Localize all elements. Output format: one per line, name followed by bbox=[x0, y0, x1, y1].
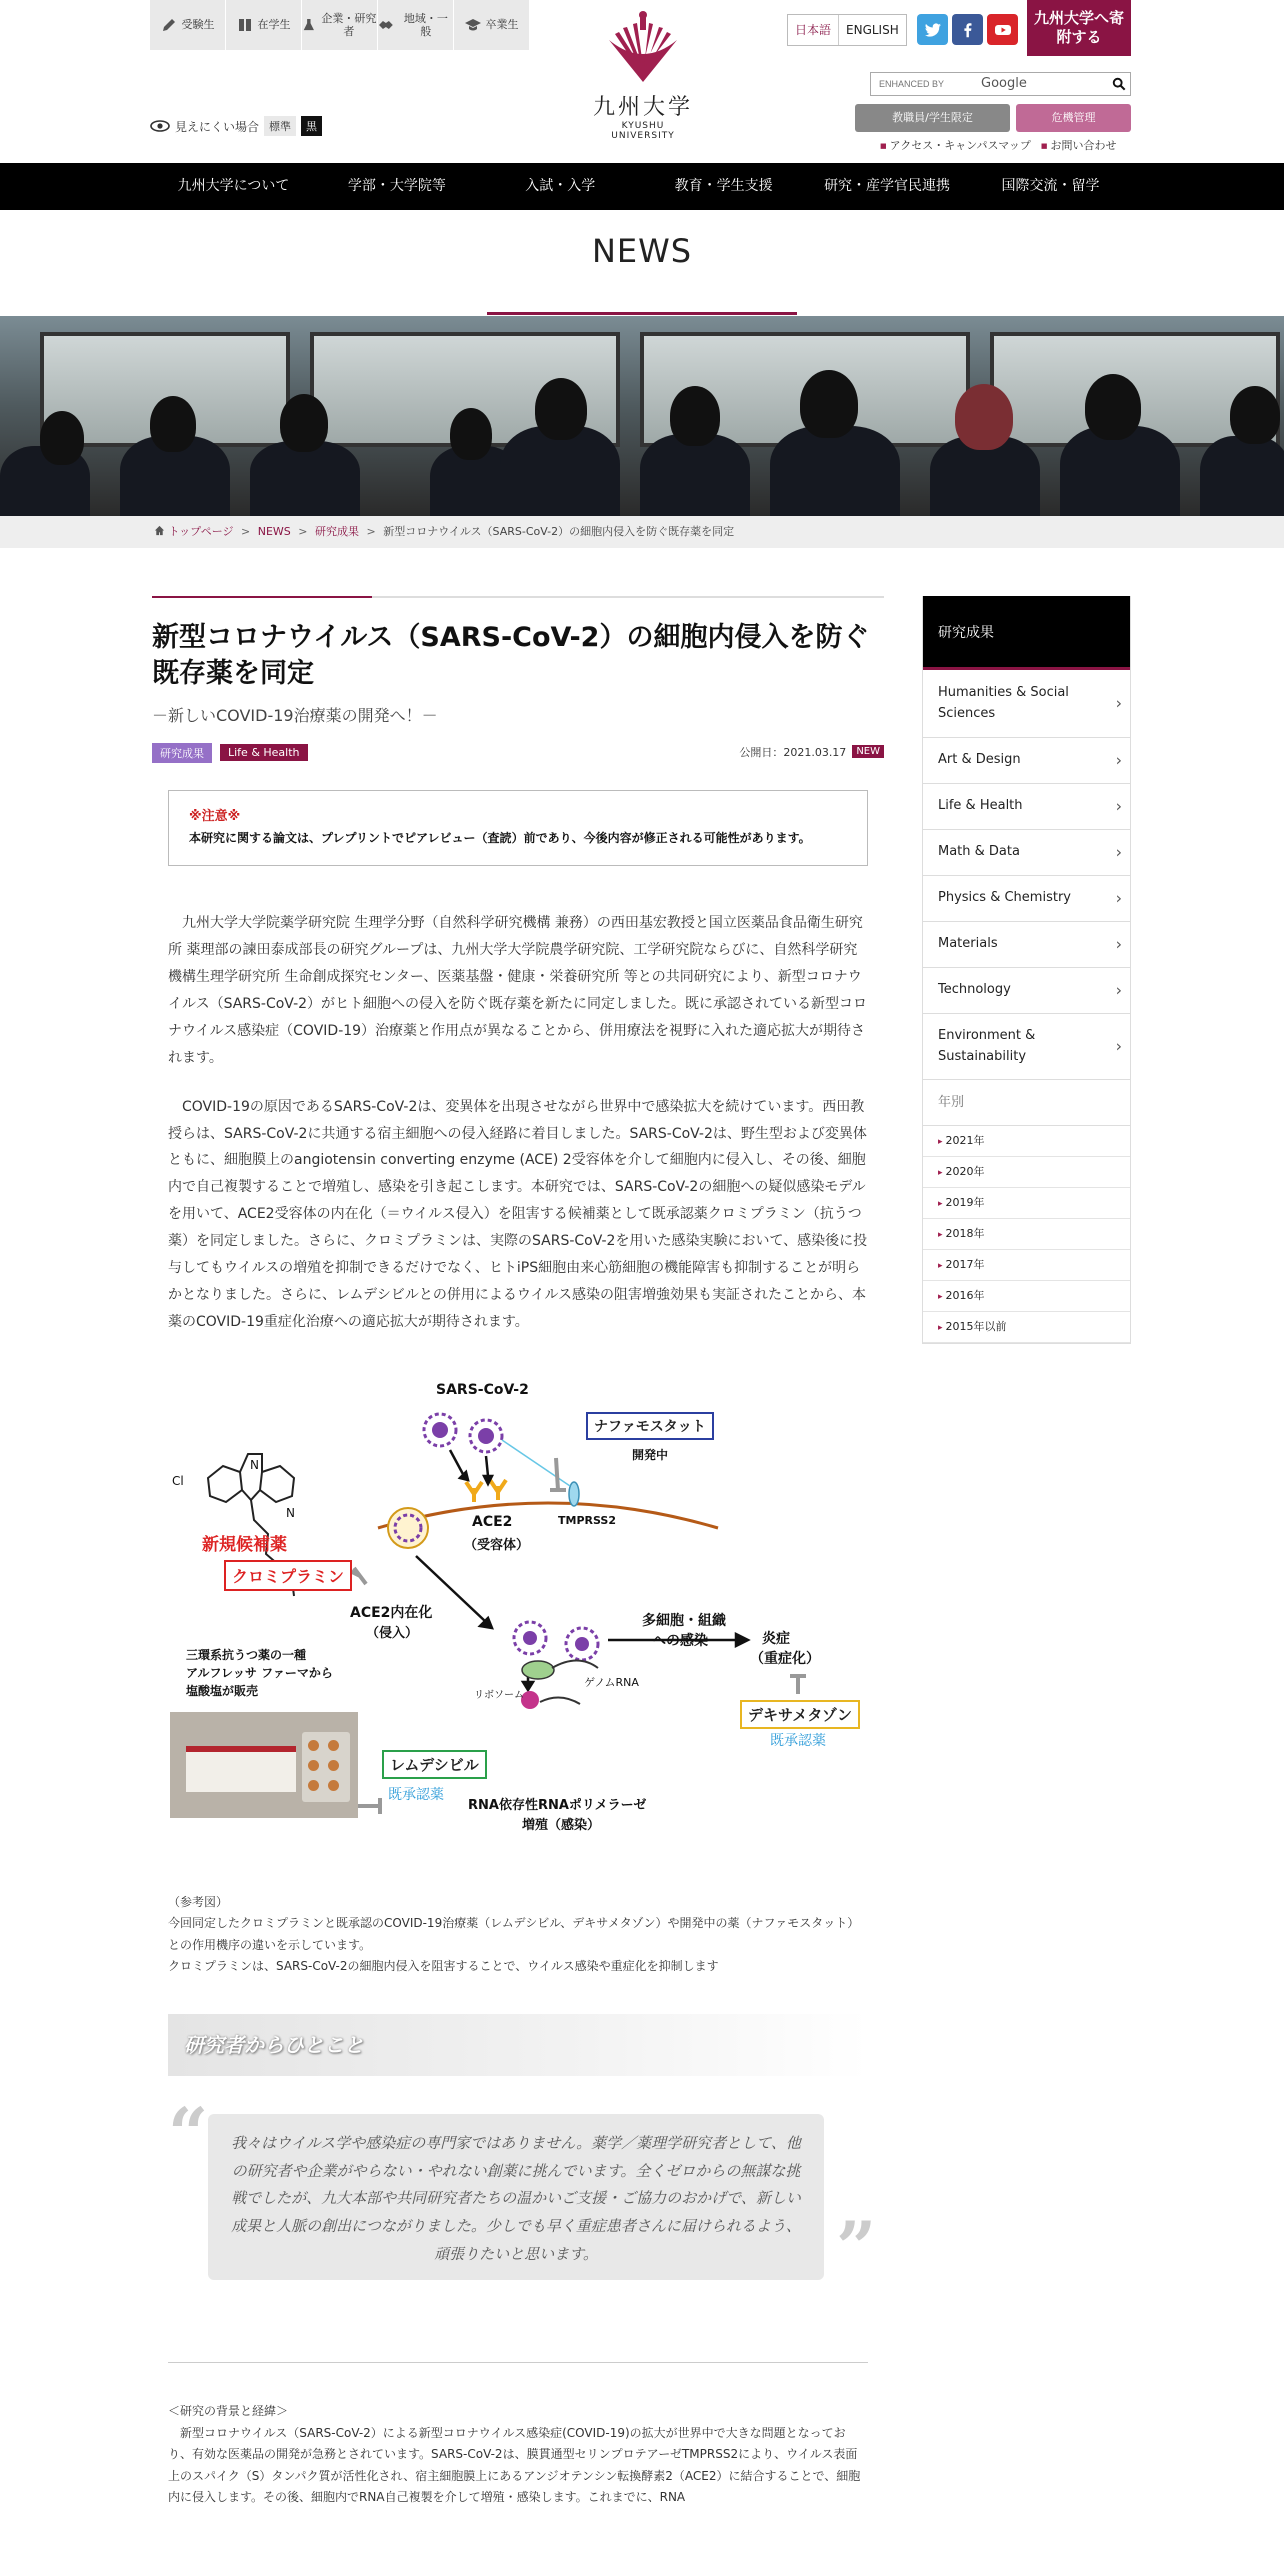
site-search bbox=[870, 72, 1131, 96]
inhibit-marker bbox=[358, 1798, 380, 1814]
tricyclic-note: 三環系抗うつ薬の一種 bbox=[186, 1647, 307, 1662]
caption-line: （参考図） bbox=[168, 1894, 229, 1909]
background-heading: ＜研究の背景と経緯＞ bbox=[168, 2403, 289, 2418]
ace2-internalization-sub: （侵入） bbox=[366, 1625, 419, 1641]
sars-label: SARS-CoV-2 bbox=[436, 1381, 529, 1398]
quote-text: 我々はウイルス学や感染症の専門家ではありません。薬学／薬理学研究者として、他の研究者や企業がやらない・やれない創薬に挑んでいます。全くゼロからの無謀な挑戦でしたが、九大本部や共同研究者たちの温かいご支援・ご協力のおかげで、新しい成果と人脈の創出につながりました。少しでも早く重症患者さんに届けられるよう、頑張りたいと思います。 bbox=[208, 2114, 824, 2280]
in-development-label: 開発中 bbox=[632, 1447, 669, 1462]
inhibit-marker bbox=[790, 1676, 806, 1694]
audience-nav bbox=[150, 0, 530, 50]
lang-english[interactable]: ENGLISH bbox=[846, 23, 899, 37]
article-meta bbox=[152, 744, 884, 762]
donate-button[interactable]: 九州大学へ寄附する bbox=[1027, 0, 1131, 56]
search-icon bbox=[1112, 77, 1126, 91]
multi-infection-label: 多細胞・組織 bbox=[642, 1612, 726, 1629]
logo-japanese: 九州大学 bbox=[592, 95, 693, 120]
sidebar-category-art[interactable]: Art & Design › bbox=[923, 738, 1130, 784]
ace2-label: ACE2 bbox=[472, 1513, 513, 1530]
cl-label: Cl bbox=[172, 1473, 184, 1488]
sidebar-year-item[interactable]: ▸ 2018年 bbox=[923, 1219, 1130, 1250]
search-button[interactable] bbox=[1108, 73, 1130, 95]
flask-icon bbox=[302, 17, 316, 33]
approved-drug-label: 既承認薬 bbox=[770, 1732, 826, 1749]
section-divider bbox=[168, 2362, 868, 2363]
virus-icon bbox=[566, 1628, 598, 1660]
student-figure bbox=[40, 411, 84, 465]
clomipramine-box: クロミプラミン bbox=[224, 1560, 352, 1591]
tag-life-health[interactable]: Life & Health bbox=[220, 744, 308, 761]
sidebar-year-item[interactable]: ▸ 2015年以前 bbox=[923, 1312, 1130, 1343]
access-map-link[interactable]: ■ アクセス・キャンパスマップ bbox=[880, 137, 1031, 153]
breadcrumb-separator: > bbox=[298, 525, 308, 538]
book-icon bbox=[237, 17, 253, 33]
student-figure bbox=[640, 434, 750, 516]
sidebar-year-item[interactable]: ▸ 2019年 bbox=[923, 1188, 1130, 1219]
sold-note: 塩酸塩が販売 bbox=[186, 1683, 259, 1698]
audience-companies[interactable] bbox=[302, 0, 378, 50]
global-nav bbox=[0, 163, 1284, 210]
preprint-notice bbox=[168, 790, 868, 867]
new-badge: NEW bbox=[852, 745, 884, 758]
sidebar-category-technology[interactable]: Technology › bbox=[923, 968, 1130, 1014]
student-figure bbox=[770, 426, 900, 516]
audience-students[interactable] bbox=[226, 0, 302, 50]
n-label: N bbox=[286, 1505, 295, 1520]
inflammation-sub: （重症化） bbox=[750, 1650, 820, 1667]
nav-admissions[interactable]: 入試・入学 bbox=[525, 178, 596, 194]
sidebar-category-physics[interactable]: Physics & Chemistry › bbox=[923, 876, 1130, 922]
new-candidate-label: 新規候補薬 bbox=[202, 1534, 287, 1555]
sidebar-heading[interactable]: 研究成果 bbox=[923, 596, 1130, 670]
social-links bbox=[917, 14, 1018, 45]
close-quote-icon: ” bbox=[836, 2205, 877, 2289]
rna-strand-icon bbox=[540, 1697, 580, 1704]
background-text: 新型コロナウイルス（SARS-CoV-2）による新型コロナウイルス感染症(COVID-19)の拡大が世界中で大きな問題となっており、有効な医薬品の開発が急務とされています。SARS-CoV-2は、膜貫通型セリンプロテアーゼTMPRSS2により、ウイルス表面上のスパイク（S）タンパク質が活性化され、宿主細胞膜上にあるアンジオテンシン転換酵素2（ACE2）に結合することで、細胞内に侵入します。その後、細胞内でRNA自己複製を介して増殖・感染します。これまでに、RNA bbox=[168, 2425, 861, 2505]
sidebar-year-heading: 年別 bbox=[923, 1080, 1130, 1126]
audience-label: 企業・研究者 bbox=[321, 11, 377, 38]
student-figure bbox=[955, 384, 1013, 450]
student-figure bbox=[670, 386, 720, 446]
article bbox=[152, 596, 884, 2509]
multi-infection-sub: への感染 bbox=[652, 1632, 708, 1649]
drug-package-photo bbox=[170, 1712, 358, 1818]
breadcrumb-news[interactable]: NEWS bbox=[257, 525, 291, 538]
student-figure bbox=[1200, 436, 1284, 516]
title-underline bbox=[487, 312, 797, 315]
genome-rna-label: ゲノムRNA bbox=[584, 1675, 639, 1689]
arrows bbox=[416, 1450, 748, 1690]
student-figure bbox=[1085, 374, 1141, 440]
nav-faculties[interactable]: 学部・大学院等 bbox=[347, 178, 446, 194]
cell-membrane bbox=[378, 1503, 718, 1528]
logo-english: KYUSHU UNIVERSITY bbox=[611, 121, 675, 141]
researcher-comment-heading bbox=[168, 2014, 868, 2076]
audience-applicants[interactable] bbox=[150, 0, 226, 50]
staff-only-button[interactable]: 教職員/学生限定 bbox=[855, 104, 1010, 132]
site-header bbox=[0, 0, 1284, 163]
breadcrumb-separator: > bbox=[241, 525, 251, 538]
n-label: N bbox=[250, 1457, 259, 1472]
nav-research[interactable]: 研究・産学官民連携 bbox=[824, 178, 951, 194]
amplification-label: 増殖（感染） bbox=[522, 1817, 601, 1833]
mechanism-figure bbox=[168, 1378, 868, 1848]
sidebar-category-materials[interactable]: Materials › bbox=[923, 922, 1130, 968]
student-figure bbox=[280, 394, 328, 452]
tag-research[interactable]: 研究成果 bbox=[152, 743, 212, 763]
audience-label: 卒業生 bbox=[485, 18, 519, 32]
caption-line: 今回同定したクロミプラミンと既承認のCOVID-19治療薬（レムデシビル、デキサメタゾン）や開発中の薬（ナファモスタット）との作用機序の違いを示しています。 bbox=[168, 1916, 860, 1952]
breadcrumb-current: 新型コロナウイルス（SARS-CoV-2）の細胞内侵入を防ぐ既存薬を同定 bbox=[383, 525, 735, 538]
sidebar-category-humanities[interactable]: Humanities & Social Sciences › bbox=[923, 670, 1130, 738]
utility-links bbox=[880, 137, 1117, 153]
nav-education[interactable]: 教育・学生支援 bbox=[674, 178, 773, 194]
emblem-icon bbox=[603, 10, 683, 86]
publish-date bbox=[739, 744, 884, 760]
blister-pack-icon bbox=[302, 1732, 350, 1802]
student-figure bbox=[250, 441, 360, 516]
virus-icon bbox=[514, 1622, 546, 1654]
visibility-label: 見えにくい場合 bbox=[175, 119, 260, 134]
nav-about[interactable]: 九州大学について bbox=[177, 178, 290, 194]
virus-icon bbox=[388, 1508, 428, 1548]
home-icon bbox=[154, 525, 165, 536]
approved-drug-label: 既承認薬 bbox=[388, 1786, 444, 1803]
hero-image bbox=[0, 316, 1284, 516]
publish-date-text: 公開日：2021.03.17 bbox=[739, 745, 847, 759]
breadcrumb bbox=[0, 516, 1284, 548]
sidebar-year-item[interactable]: ▸ 2016年 bbox=[923, 1281, 1130, 1312]
breadcrumb-separator: > bbox=[366, 525, 376, 538]
ace2-sub-label: （受容体） bbox=[464, 1537, 530, 1553]
article-paragraph: 九州大学大学院薬学研究院 生理学分野（自然科学研究機構 兼務）の西田基宏教授と国立医薬品食品衛生研究所 薬理部の諫田泰成部長の研究グループは、九州大学大学院農学研究院、工学研究院ならびに、自然科学研究機構生理学研究所 生命創成探究センター、医薬基盤・健康・栄養研究所 等との共同研究により、新型コロナウイルス（SARS-CoV-2）がヒト細胞への侵入を防ぐ既存薬を新たに同定しました。既に承認されている新型コロナウイルス感染症（COVID-19）治療薬と作用点が異なることから、併用療法を視野に入れた適応拡大が期待されます。 bbox=[168, 915, 868, 1066]
researcher-quote bbox=[168, 2091, 877, 2316]
article-top-rule bbox=[152, 596, 884, 598]
alfresa-note: アルフレッサ ファーマから bbox=[186, 1665, 333, 1680]
sidebar-category-life[interactable]: Life & Health › bbox=[923, 784, 1130, 830]
audience-community[interactable] bbox=[378, 0, 454, 50]
language-switcher bbox=[787, 14, 907, 46]
university-logo[interactable] bbox=[588, 10, 698, 141]
student-figure bbox=[150, 396, 196, 452]
breadcrumb-category[interactable]: 研究成果 bbox=[315, 525, 359, 538]
youtube-icon[interactable] bbox=[987, 14, 1018, 45]
tmprss2-icon bbox=[569, 1482, 579, 1506]
article-title: 新型コロナウイルス（SARS-CoV-2）の細胞内侵入を防ぐ既存薬を同定 bbox=[152, 622, 870, 690]
sidebar-category-math[interactable]: Math & Data › bbox=[923, 830, 1130, 876]
virus-icon bbox=[424, 1414, 456, 1446]
ace2-internalization-label: ACE2内在化 bbox=[350, 1604, 433, 1621]
sidebar-category-environment[interactable]: Environment & Sustainability › bbox=[923, 1014, 1130, 1080]
ribosome-icon bbox=[522, 1661, 554, 1679]
article-subtitle: －新しいCOVID-19治療薬の開発へ！－ bbox=[152, 705, 438, 725]
crisis-management-button[interactable]: 危機管理 bbox=[1016, 104, 1131, 132]
rna-polymerase-label: RNA依存性RNAポリメラーゼ bbox=[468, 1797, 647, 1813]
sidebar-year-item[interactable]: ▸ 2021年 bbox=[923, 1126, 1130, 1157]
tmprss2-label: TMPRSS2 bbox=[558, 1513, 616, 1527]
figure-caption bbox=[168, 1892, 868, 1978]
page-title: NEWS bbox=[591, 232, 693, 270]
utility-buttons bbox=[855, 104, 1131, 132]
lang-japanese[interactable]: 日本語 bbox=[788, 15, 839, 45]
sidebar-year-item[interactable]: ▸ 2017年 bbox=[923, 1250, 1130, 1281]
twitter-icon[interactable] bbox=[917, 14, 948, 45]
handshake-icon bbox=[378, 17, 394, 33]
ace2-receptor-icon bbox=[466, 1480, 506, 1502]
pencil-icon bbox=[161, 17, 177, 33]
visibility-switcher bbox=[150, 116, 322, 136]
nafamostat-box: ナファモスタット bbox=[586, 1412, 714, 1440]
audience-alumni[interactable] bbox=[454, 0, 530, 50]
caption-line: クロミプラミンは、SARS-CoV-2の細胞内侵入を阻害することで、ウイルス感染や重症化を抑制します bbox=[168, 1959, 719, 1974]
student-figure bbox=[450, 408, 492, 460]
sidebar-year-item[interactable]: ▸ 2020年 bbox=[923, 1157, 1130, 1188]
student-figure bbox=[800, 370, 858, 438]
dexamethasone-box: デキサメタゾン bbox=[740, 1700, 860, 1729]
student-figure bbox=[535, 378, 587, 440]
ribosome-label: リボソーム bbox=[474, 1689, 524, 1701]
background-section bbox=[168, 2401, 868, 2509]
google-brand: Google bbox=[981, 76, 1027, 91]
mortarboard-icon bbox=[465, 17, 481, 33]
nafamostat-line bbox=[502, 1440, 570, 1486]
student-figure bbox=[1230, 386, 1280, 444]
page-header bbox=[0, 210, 1284, 316]
remdesivir-box: レムデシビル bbox=[382, 1750, 487, 1779]
virus-icon bbox=[470, 1420, 502, 1452]
inflammation-label: 炎症 bbox=[762, 1630, 790, 1647]
nav-international[interactable]: 国際交流・留学 bbox=[1001, 178, 1100, 194]
article-body bbox=[152, 910, 884, 1335]
contact-link[interactable]: ■ お問い合わせ bbox=[1041, 137, 1117, 153]
high-contrast-button[interactable]: 黒 bbox=[301, 116, 322, 136]
search-input[interactable] bbox=[871, 74, 1108, 94]
article-paragraph: COVID-19の原因であるSARS-CoV-2は、変異体を出現させながら世界中で感染拡大を続けています。西田教授らは、SARS-CoV-2に共通する宿主細胞への侵入経路に着目しました。SARS-CoV-2は、野生型および変異体ともに、細胞膜上のangiotensin converting enzyme (ACE) 2受容体を介して細胞内に侵入し、その後、細胞内で自己複製することで増殖し、感染を引き起こします。本研究では、SARS-CoV-2の細胞への疑似感染モデルを用いて、ACE2受容体の内在化（＝ウイルス侵入）を阻害する候補薬として既承認薬クロミプラミン（抗うつ薬）を同定しました。さらに、クロミプラミンは、実際のSARS-CoV-2を用いた感染実験において、感染後に投与してもウイルスの増殖を抑制できるだけでなく、ヒトiPS細胞由来心筋細胞の機能障害も抑制することが明らかとなりました。さらに、レムデシビルとの併用によるウイルス感染の阻害増強効果も実証されたことから、本薬のCOVID-19重症化治療への適応拡大が期待されます。 bbox=[168, 1098, 868, 1330]
breadcrumb-home[interactable]: トップページ bbox=[168, 525, 234, 538]
eye-icon bbox=[150, 120, 170, 132]
sidebar bbox=[922, 596, 1131, 1344]
audience-label: 地域・一般 bbox=[403, 11, 448, 38]
audience-label: 受験生 bbox=[181, 18, 215, 32]
standard-contrast-button[interactable]: 標準 bbox=[264, 116, 296, 136]
facebook-icon[interactable] bbox=[952, 14, 983, 45]
open-quote-icon: “ bbox=[168, 2091, 209, 2175]
audience-label: 在学生 bbox=[257, 18, 291, 32]
researcher-heading-text: 研究者からひとこと bbox=[184, 2032, 364, 2057]
notice-body: 本研究に関する論文は、プレプリントでピアレビュー（査読）前であり、今後内容が修正される可能性があります。 bbox=[189, 830, 811, 845]
genome-rna-icon bbox=[552, 1660, 598, 1668]
notice-title: ※注意※ bbox=[189, 808, 241, 824]
drug-box-icon bbox=[186, 1746, 296, 1792]
